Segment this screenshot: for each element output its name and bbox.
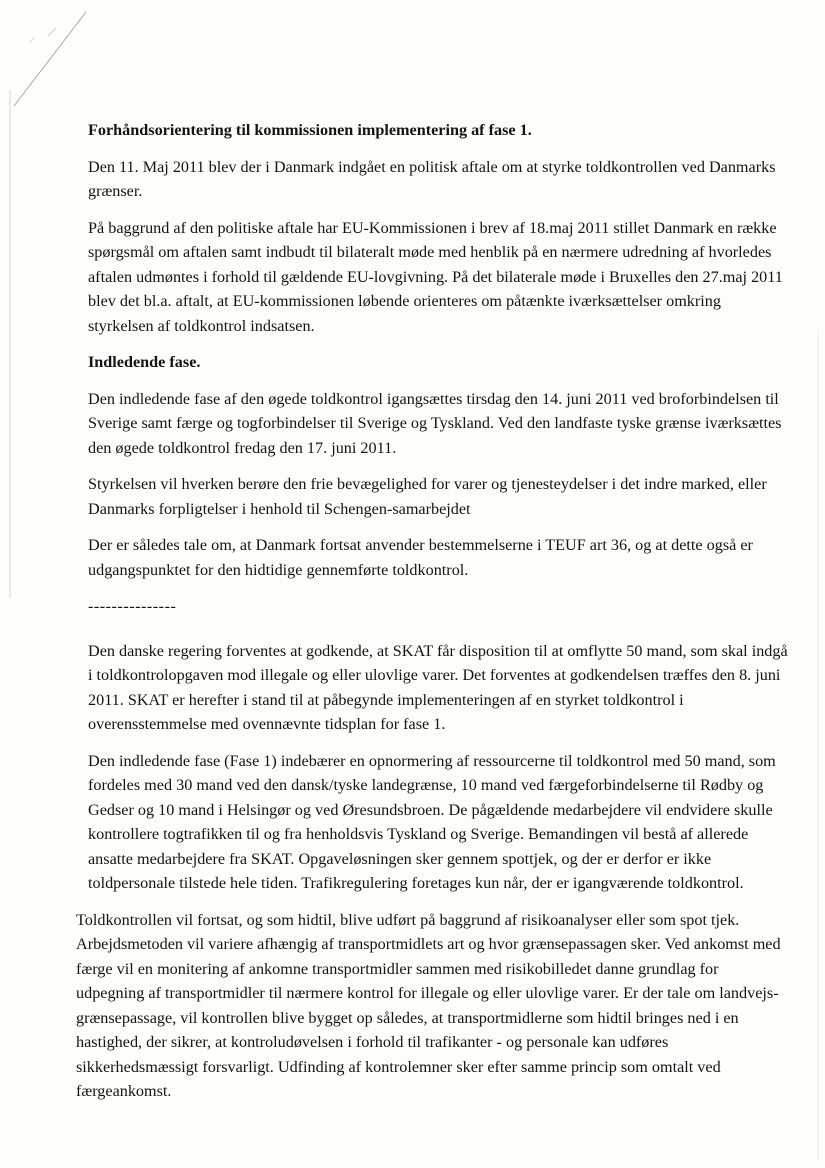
paragraph-agreement: Den 11. Maj 2011 blev der i Danmark indgået en politisk aftale om at styrke toldkontrollen ved Danmarks grænser. <box>88 157 776 200</box>
paragraph-free-movement: Styrkelsen vil hverken berøre den frie bevægelighed for varer og tjenesteydelser i det indre marked, eller Danmarks forpligtelser i henhold til Schengen-samarbejdet <box>88 475 767 518</box>
document-body <box>76 118 788 1116</box>
paragraph-commission-letter: På baggrund af den politiske aftale har EU-Kommissionen i brev af 18.maj 2011 stillet Danmark en række spørgsmål om aftalen samt indbudt til bilateralt møde med henblik på en nærmere udredning af hvorledes aftalen udmøntes i forhold til gældende EU-lovgivning. På det bilaterale møde i Bruxelles den 27.maj 2011 blev det bl.a. aftalt, at EU-kommissionen løbende orienteres om påtænkte iværksættelser omkring styrkelsen af toldkontrol indsatsen. <box>88 218 783 335</box>
paragraph-phase-one-staffing: Den indledende fase (Fase 1) indebærer en opnormering af ressourcerne til toldkontrol med 50 mand, som fordeles med 30 mand ved den dansk/tyske landegrænse, 10 mand ved færgeforbindelserne til Rødby og Gedser og 10 mand i Helsingør og ved Øresundsbroen. De pågældende medarbejdere vil endvidere skulle kontrollere togtrafikken til og fra henholdsvis Tyskland og Sverige. Bemandingen vil bestå af allerede ansatte medarbejdere fra SKAT. Opgaveløsningen sker gennem spottjek, og der er derfor er ikke toldpersonale tilstede hele tiden. Trafikregulering foretages kun når, der er igangværende toldkontrol. <box>88 751 776 892</box>
paragraph-control-method: Toldkontrollen vil fortsat, og som hidtil, blive udført på baggrund af risikoanalyser eller som spot tjek. Arbejdsmetoden vil variere afhængig af transportmidlets art og hvor grænsepassagen sker. Ved ankomst med færge vil en monitering af ankomne transportmidler sammen med risikobilledet danne grundlag for udpegning af transportmidler til nærmere kontrol for illegale og eller ulovlige varer. Er der tale om landvejs-grænsepassage, vil kontrollen blive bygget op således, at transportmidlerne som hidtil bringes ned i en hastighed, der sikrer, at kontroludøvelsen i forhold til trafikanter - og personale kan udføres sikkerhedsmæssigt forsvarligt. Udfinding af kontrolemner sker efter samme princip som omtalt ved færgeankomst. <box>76 910 781 1100</box>
scan-dash-2 <box>30 38 34 42</box>
paragraph-government-approval: Den danske regering forventes at godkende, at SKAT får disposition til at omflytte 50 mand, som skal indgå i toldkontrolopgaven mod illegale og eller ulovlige varer. Det forventes at godkendelsen træffes den 8. juni 2011. SKAT er herefter i stand til at påbegynde implementeringen af en styrket toldkontrol i overensstemmelse med ovennævnte tidsplan for fase 1. <box>88 641 788 733</box>
dash-divider: --------------- <box>88 597 177 615</box>
paragraph-start-dates: Den indledende fase af den øgede toldkontrol igangsættes tirsdag den 14. juni 2011 ved broforbindelsen til Sverige samt færge og togforbindelser til Sverige og Tyskland. Ved den landfaste tyske grænse iværksættes den øgede toldkontrol fredag den 17. juni 2011. <box>88 389 782 457</box>
paragraph-teuf: Der er således tale om, at Danmark fortsat anvender bestemmelserne i TEUF art 36, og at dette også er udgangspunktet for den hidtidige gennemførte toldkontrol. <box>88 536 753 579</box>
scan-dash-1 <box>48 28 56 36</box>
section-heading-initial-phase: Indledende fase. <box>88 353 201 371</box>
diagonal-scan-mark <box>14 12 86 106</box>
document-title: Forhåndsorientering til kommissionen implementering af fase 1. <box>88 121 532 139</box>
